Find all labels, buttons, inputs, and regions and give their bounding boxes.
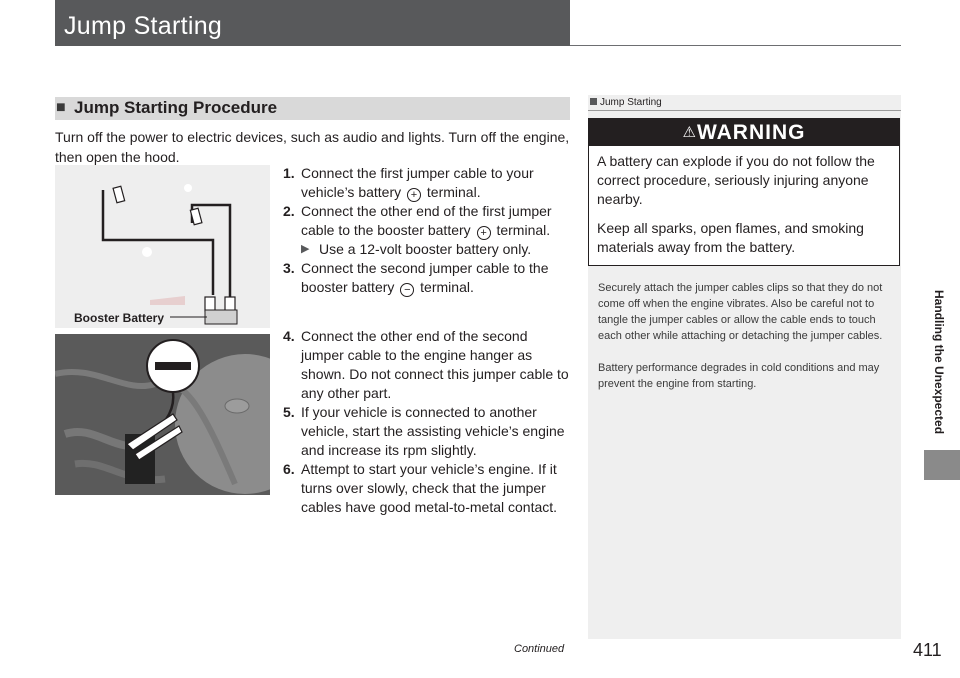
- step-number: 2.: [283, 203, 295, 219]
- step-4: [283, 327, 573, 403]
- step-1: [283, 164, 573, 202]
- step-number: 4.: [283, 328, 295, 344]
- intro-text: Turn off the power to electric devices, such as audio and lights. Turn off the engine, then open the hood.: [55, 129, 570, 165]
- step-3: [283, 259, 573, 297]
- step-number: 3.: [283, 260, 295, 276]
- chapter-tab-marker: [924, 450, 960, 480]
- sidebar-note: Securely attach the jumper cables clips so that they do not come off when the engine vibrates. Also be careful not to tangle the jumper cables or allow the cable ends to touch each other while attaching or detaching the jumper cables.: [598, 282, 883, 342]
- figure-label-booster-battery: Booster Battery: [74, 311, 165, 325]
- step-text: terminal.: [416, 279, 474, 295]
- engine-hanger-figure: [55, 334, 270, 495]
- step-text: Connect the other end of the second jumper cable to the engine hanger as shown. Do not connect this jumper cable to any other part.: [301, 328, 569, 401]
- plus-terminal-icon: +: [477, 226, 491, 240]
- section-title: Jump Starting Procedure: [74, 98, 278, 117]
- warning-header: [589, 119, 899, 146]
- booster-battery-illustration: [55, 165, 270, 328]
- warning-triangle-icon: ⚠: [682, 124, 697, 141]
- sidebar-rule: [588, 110, 901, 111]
- warning-box: [588, 118, 900, 266]
- note-text: Use a 12-volt booster battery only.: [319, 241, 532, 257]
- step-text: If your vehicle is connected to another vehicle, start the assisting vehicle’s engine and increase its rpm slightly.: [301, 404, 565, 458]
- reference-icon: [590, 98, 597, 105]
- warning-body: [597, 152, 891, 267]
- step-text: terminal.: [492, 222, 551, 238]
- sidebar-heading: Jump Starting: [600, 97, 662, 108]
- booster-battery-figure: [55, 165, 270, 328]
- step-text: terminal.: [423, 184, 481, 200]
- step-5: [283, 403, 573, 460]
- step-text: Attempt to start your vehicle’s engine. If it turns over slowly, check that the jumper cables have good metal-to-metal contact.: [301, 461, 558, 515]
- step-text: Connect the first jumper cable to your vehicle’s battery: [301, 165, 534, 200]
- section-marker: ■: [56, 99, 66, 116]
- minus-terminal-icon: −: [400, 283, 414, 297]
- step-text: Connect the other end of the first jumper cable to the booster battery: [301, 203, 552, 238]
- step-2: [283, 202, 573, 240]
- step-number: 5.: [283, 404, 295, 420]
- chapter-tab-label: [930, 290, 948, 450]
- page-number: 411: [913, 640, 942, 660]
- steps-list: [283, 164, 573, 517]
- arrow-right-icon: ▶: [301, 243, 310, 255]
- sidebar-notes: [598, 280, 893, 408]
- step-number: 1.: [283, 165, 295, 181]
- warning-title: WARNING: [696, 121, 806, 144]
- page-title: Jump Starting: [64, 12, 223, 40]
- chapter-name: Handling the Unexpected: [932, 290, 946, 435]
- step-number: 6.: [283, 461, 295, 477]
- step-text: Connect the second jumper cable to the booster battery: [301, 260, 549, 295]
- plus-terminal-icon: +: [407, 188, 421, 202]
- continued-label: Continued: [514, 643, 565, 655]
- warning-paragraph: A battery can explode if you do not follow the correct procedure, seriously injuring anyone nearby.: [597, 153, 875, 207]
- sidebar-note: Battery performance degrades in cold conditions and may prevent the engine from starting.: [598, 362, 880, 390]
- warning-paragraph: Keep all sparks, open flames, and smoking materials away from the battery.: [597, 220, 864, 255]
- step-2-note: [301, 240, 573, 259]
- engine-bay-illustration: [55, 334, 270, 495]
- title-rule: [570, 45, 901, 46]
- step-6: [283, 460, 573, 517]
